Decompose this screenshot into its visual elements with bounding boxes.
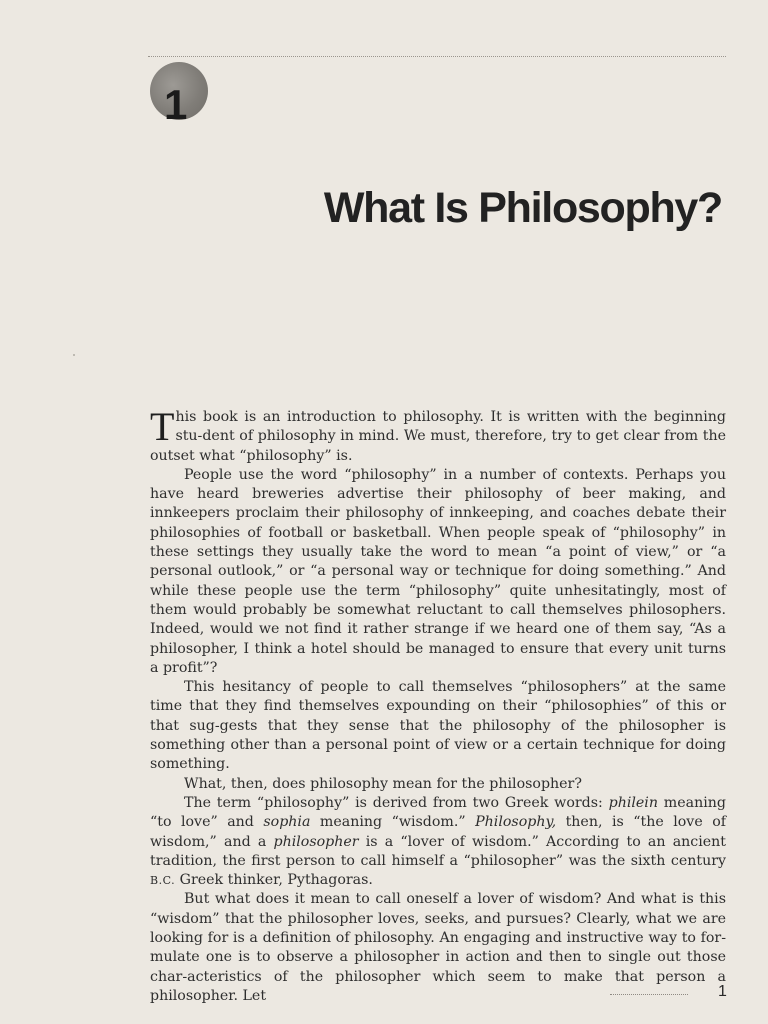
footer-dotted-leader — [610, 994, 688, 995]
p5-text-e: is a “lover of wisdom.” According to an ancient tradition, the first person to call himself a “philosopher” was the sixth century — [150, 833, 727, 869]
paragraph-6: But what does it mean to call oneself a lover of wisdom? And what is this “wisdom” that the philosopher loves, seeks, and pursues? Clearly, what we are looking for is a definition of philosophy. An engaging and instructive way to for-mulate one is to observe a philosopher in action and then to single out those char-acteristics of the philosopher which seem to make that person a philosopher. Let — [150, 891, 726, 1004]
paragraph-1-text: his book is an introduction to philosophy. It is written with the beginning stu-dent of philosophy in mind. We must, therefore, try to get clear from the outset what “philosophy” is. — [150, 409, 726, 464]
chapter-number-badge — [150, 62, 208, 128]
p5-text-f: Greek thinker, Pythagoras. — [175, 872, 373, 889]
paragraph-5 — [150, 794, 726, 890]
p5-text-c: meaning “wisdom.” — [310, 814, 476, 831]
top-dotted-rule — [148, 56, 726, 57]
paragraph-3: This hesitancy of people to call themselves “philosophers” at the same time that they find themselves expounding on their “philosophies” of this or that sug-gests that they sense that the philosophy of the philosopher is something other than a personal point of view or a certain technique for doing something. — [150, 679, 726, 773]
drop-cap: T — [150, 404, 175, 449]
era-bc: B.C. — [150, 874, 176, 888]
page-speck — [73, 354, 75, 356]
term-philein: philein — [608, 794, 658, 811]
chapter-number: 1 — [164, 81, 187, 128]
paragraph-1 — [150, 404, 726, 466]
paragraph-2: People use the word “philosophy” in a number of contexts. Perhaps you have heard breweries advertise their philosophy of beer making, and innkeepers proclaim their philosophy of innkeeping, and coaches debate their philosophies of football or basketball. When people speak of “philosophy” in these settings they usually take the word to mean “a point of view,” or “a personal outlook,” or “a personal way or technique for doing something.” And while these people use the term “philosophy” quite unhesitatingly, most of them would probably be somewhat reluctant to call themselves philosophers. Indeed, would we not find it rather strange if we heard one of them say, “As a philosopher, I think a hotel should be managed to ensure that every unit turns a profit”? — [150, 466, 726, 676]
chapter-title: What Is Philosophy? — [323, 184, 722, 232]
p5-text-b: meaning “to love” and — [150, 794, 726, 831]
term-sophia: sophia — [263, 814, 311, 831]
body-text — [150, 404, 727, 1006]
p5-text-a: The term “philosophy” is derived from two Greek words: — [184, 794, 609, 811]
paragraph-4: What, then, does philosophy mean for the philosopher? — [184, 775, 582, 792]
term-philosopher: philosopher — [273, 833, 359, 850]
p5-text-d: then, is “the love of wisdom,” and a — [150, 814, 726, 850]
term-philosophy: Philosophy, — [475, 814, 557, 831]
page-number: 1 — [718, 983, 727, 1000]
